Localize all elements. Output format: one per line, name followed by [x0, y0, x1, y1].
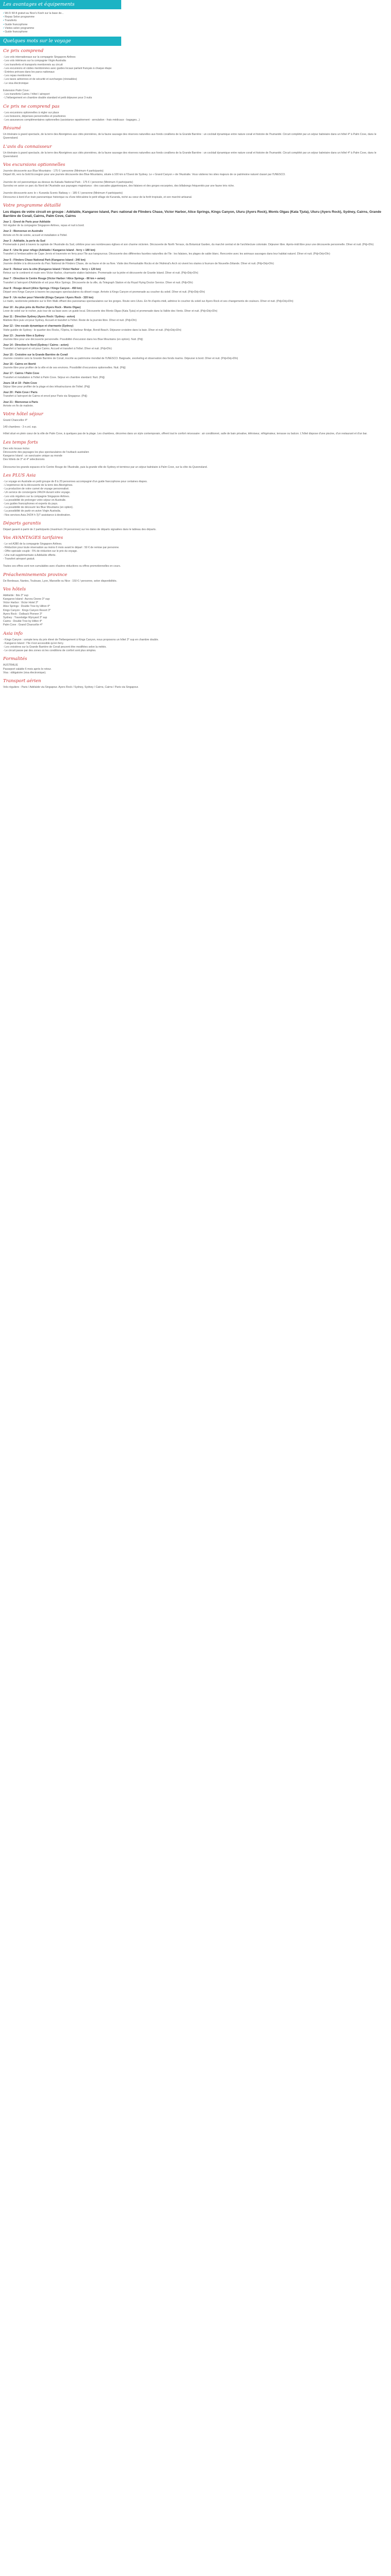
- plus-title: Les PLUS Asia: [3, 472, 36, 478]
- equipment-item: • Wi-Fi Wi-fi gratuit au Nice's Koeh sur la base de...: [3, 12, 388, 15]
- program-days: [0, 221, 391, 408]
- formalities-text: AUSTRALIE Passeport valable 6 mois après le retour. Visa : obligatoire (visa électronique).: [3, 664, 52, 674]
- formalities-title: Formalités: [3, 656, 27, 662]
- day-description: Visite guidée de Sydney : le quartier des Rocks, l'Opéra, le Harbour Bridge, Bondi Beach. Déjeuner-croisière dans la baie. Dîner et nuit. (Pdj+Déj+Dîn): [3, 328, 182, 332]
- section-text: - Les vols internationaux sur la compagnie Singapore Airlines - Les vols intérieurs sur la compagnie Virgin Australia - Les transferts et transports mentionnés au circuit - Les excursions et visites mentionnées avec guides locaux parlant français à chaque étape - Entrées prévues dans les parcs nationaux - Les repas mentionnés - Les taxes aériennes et de sécurité et surcharges (révisables) - Le visa électronique Extension Palm Cove : - Les transferts Cairns / hôtel / aéroport - L'hébergement en chambre double standard et petit déjeuner pour 3 nuits: [3, 56, 112, 100]
- day-description: Séjour libre pour profiter de la plage et des infrastructures de l'hôtel. (Pdj): [3, 385, 90, 388]
- page: [0, 0, 391, 692]
- times-text: Des vols locaux inclus Découverte des paysages les plus spectaculaires de l'outback australien Kangaroo Island : un sanctuaire unique au monde Des hôtels de 3* et 4* sélectionnés Découvrez les grands espaces et le Centre Rouge de l'Australie, puis la grande ville de Sydney et terminez par un séjour balnéaire à Palm Cove, sur la côte du Queensland.: [3, 447, 208, 469]
- advantages-text: - Le vol A380 de la compagnie Singapore Airlines. - Réduction pour toute réservation au moins 6 mois avant le départ : 50 € de remise par personne. - Offre spéciale couple : 5% de réduction sur le prix du voyage. - Une nuit supplémentaire à Adélaïde offerte. - Transfert aéroport gratuit. Toutes ces offres sont non cumulables avec d'autres réductions ou offres promotionnelles en cours.: [3, 543, 121, 568]
- section-heading: Ce prix comprend: [3, 48, 44, 54]
- departs-title: Départs garantis: [3, 520, 41, 526]
- flights-text: Adélaïde : Ibis 3* sup Kangaroo Island : Aurora Ozone 3* sup Victor Harbor : Victor Hotel 3* Alice Springs : Double Tree by Hilton 4* Kings Canyon : Kings Canyon Resort 3* Ayers Rock : Outback Pioneer 3* Sydney : Travelodge Wynyard 3* sup Cairns : Double Tree by Hilton 4* Palm Cove : Grand Chancellor 4*: [3, 594, 51, 627]
- day-title: Jour 5 : Flinders Chase National Park (Kangaroo Island - 240 km): [3, 258, 86, 262]
- program-day: [0, 221, 391, 228]
- day-title: Jour 2 : Bienvenue en Australie: [3, 230, 43, 233]
- program-day: [0, 259, 391, 266]
- equipment-item: • Transferts: [3, 19, 388, 23]
- times-title: Les temps forts: [3, 439, 38, 445]
- program-day: [0, 363, 391, 370]
- program-day: [0, 344, 391, 351]
- day-description: Transfert à l'aéroport et vol pour Cairns. Accueil et transfert à l'hôtel. Dîner et nuit. (Pdj+Dîn): [3, 347, 112, 351]
- day-description: Départ vers Kings Canyon à travers les paysages spectaculaires du désert rouge. Arrivée à Kings Canyon et promenade au coucher du soleil. Dîner et nuit. (Pdj+Déj+Dîn): [3, 290, 205, 294]
- program-day: [0, 277, 391, 284]
- day-title: Jour 20 : Palm Cove / Paris: [3, 391, 38, 395]
- day-description: Promenade à pied à travers la capitale de l'Australie du Sud, célèbre pour ses nombreuses églises et son charme victorien. Découverte de North Terrace, du Botanical Garden, du marché central et de l'architecture coloniale. Déjeuner libre. Après-midi libre pour une découverte personnelle. Dîner et nuit. (Pdj+Dîn): [3, 243, 374, 246]
- day-title: Jour 11 : Direction Sydney (Ayers Rock / Sydney - avion): [3, 315, 75, 318]
- program-day: [0, 401, 391, 408]
- section-text: Un itinéraire à grand spectacle, de la terre des Aborigènes aux cités pionnières, de la faune sauvage des réserves naturelles aux fonds coralliens de la Grande Barrière : un cocktail dynamique entre nature corail et histoire de l'humanité. Circuit complété par un séjour balnéaire dans un hôtel 4* à Palm Cove, dans le Queensland.: [3, 133, 377, 140]
- day-description: Journée libre pour une découverte personnelle. Possibilité d'excursion dans les Blue Mountains (en option). Nuit. (Pdj): [3, 337, 143, 341]
- transport-text: Vols réguliers : Paris / Adélaïde via Singapour. Ayers Rock / Sydney, Sydney / Cairns, Cairns / Paris via Singapour.: [3, 685, 139, 689]
- program-day: [0, 372, 391, 379]
- transport-title: Transport aérien: [3, 678, 41, 684]
- program-day: [0, 315, 391, 323]
- program-day: [0, 249, 391, 256]
- program-day: [0, 325, 391, 332]
- program-day: [0, 334, 391, 342]
- plus-text: - Le voyage en Australie en petit groupe de 8 à 20 personnes accompagné d'un guide francophone pour certaines étapes. - L'expérience de la découverte de la terre des Aborigènes. - La production de votre carnet de voyage personnalisé. - Un service de conciergerie 24h/24 durant votre voyage. - Les vols réguliers sur la compagnie Singapore Airlines. - La possibilité de prolonger votre séjour en Australie. - Les guides francophones et experts du pays. - La possibilité de découvrir les Blue Mountains (en option). - La possibilité de partir en avion Virgin Australia. - Nos services Asia 24/24 h 7j/7 assistance à destination.: [3, 480, 148, 517]
- section-heading: Votre programme détaillé: [3, 202, 61, 208]
- day-title: Jour 7 : Direction le Centre Rouge (Victor Harbor / Alice Springs - 80 km + avion): [3, 277, 105, 281]
- day-title: Jour 9 : Un rocher pour l'éternité (Kings Canyon / Ayers Rock - 320 km): [3, 296, 93, 300]
- day-title: Jour 8 : Rouge désert (Alice Springs / Kings Canyon - 450 km): [3, 286, 82, 290]
- day-title: Jours 18 et 19 : Palm Cove: [3, 381, 37, 385]
- hotel-name: Grand Chancellor 4*: [3, 419, 28, 422]
- departs-text: Départ garanti à partir de 2 participants (maximum 24 personnes) sur les dates de départs signalées dans le tableau des départs.: [3, 528, 157, 531]
- day-title: Jour 16 : Cairns en liberté: [3, 362, 36, 366]
- hotel-title: Votre hôtel séjour: [3, 412, 43, 417]
- program-day: [0, 306, 391, 313]
- day-title: Jour 6 : Retour vers la côte (Kangaroo Island / Victor Harbor - ferry + 120 km): [3, 267, 101, 271]
- advantages-title: Vos AVANTAGES tarifaires: [3, 535, 63, 541]
- section-heading: Ce prix ne comprend pas: [3, 104, 60, 109]
- day-description: Transfert à l'embarcadère de Cape Jervis et traversée en ferry pour l'île aux kangourous. Découverte des différentes facettes naturelles de l'île : les falaises, les plages de sable blanc. Rencontre avec les animaux sauvages dans leur habitat naturel. Dîner et nuit. (Pdj+Déj+Dîn): [3, 252, 330, 256]
- day-title: Jour 21 : Bienvenue à Paris: [3, 400, 38, 404]
- faq-sections: [0, 48, 391, 208]
- day-title: Jour 3 : Adélaïde, la perle du Sud: [3, 239, 45, 243]
- day-title: Jour 17 : Cairns / Palm Cove: [3, 372, 40, 376]
- program-day: [0, 268, 391, 275]
- day-title: Jour 12 : Une escale dynamique et charmante (Sydney): [3, 325, 74, 328]
- day-description: Transfert et installation à l'hôtel à Palm Cove. Séjour en chambre standard. Nuit. (Pdj): [3, 376, 105, 379]
- section-text: Journée découverte aux Blue Mountains - 175 € / personne (Minimum 4 participants) Départ tôt, vers la Gold Ecoregion pour une journée découverte des Blue Mountains, située à 100 km à l'Ouest de Sydney. Le « Grand Canyon » de l'Australie. Vous visiterez les sites majeurs de ce patrimoine naturel classé par l'UNESCO. Journée de vol panoramique au-dessus du Kakadu National Park - 175 € / personne (Minimum 4 participants) Survolez en avion ce parc du Nord de l'Australie aux paysages majestueux : des cascades gigantesques, des falaises et des gorges escarpées, des billabongs fréquentés par une faune très riche. Journée découverte avec le « Kuranda Scenic Railway » - 185 € / personne (Minimum 4 participants) Découvrez à bord d'un train panoramique historique ou d'une télécabine le petit village de Kuranda, niché au cœur de la forêt tropicale, et son marché artisanal.: [3, 170, 286, 199]
- day-title: Jour 15 : Croisière sur la Grande Barrière de Corail: [3, 353, 68, 357]
- day-description: Matinée libre puis vol pour Sydney. Accueil et transfert à l'hôtel. Reste de la journée libre. Dîner et nuit. (Pdj+Dîn): [3, 319, 137, 323]
- hotel-desc: Hôtel situé en plein cœur de la ville de Palm Cove, à quelques pas de la plage. Les chambres, décorées dans un style contemporain, offrent tout le confort nécessaire : air conditionné, salle de bain privative, téléviseur, réfrigérateur, terrasse ou balcon. L'hôtel dispose d'une piscine, d'un restaurant et d'un bar.: [3, 432, 368, 436]
- day-description: Journée dédiée à la découverte du Parc National de Flinders Chase, de sa faune et de sa flore. Visite des Remarkable Rocks et de l'Admiral's Arch où vivent les otaries à fourrure de Nouvelle-Zélande. Dîner et nuit. (Pdj+Déj+Dîn): [3, 262, 274, 265]
- flights-title: Vos hôtels: [3, 586, 26, 592]
- day-description: Journée croisière vers la Grande Barrière de Corail, inscrite au patrimoine mondial de l'UNESCO. Baignade, snorkeling et observation des fonds marins. Déjeuner à bord. Dîner et nuit. (Pdj+Déj+Dîn): [3, 357, 238, 360]
- day-title: Jour 4 : Une île pour refuge (Adélaïde / Kangaroo Island - ferry + 180 km): [3, 249, 95, 252]
- asia-title: Asia info: [3, 631, 23, 636]
- day-title: Jour 1 : Envol de Paris pour Adélaïde: [3, 220, 51, 224]
- program-day: [0, 240, 391, 247]
- day-description: Transfert à l'aéroport d'Adélaïde et vol pour Alice Springs. Découverte de la ville, du Telegraph Station et du Royal Flying Doctor Service. Dîner et nuit. (Pdj+Dîn): [3, 281, 193, 284]
- day-title: Jour 13 : Journée libre à Sydney: [3, 334, 44, 337]
- program-day: [0, 391, 391, 398]
- program-day: [0, 230, 391, 237]
- program-day: [0, 287, 391, 294]
- day-description: Arrivée en fin de matinée.: [3, 404, 34, 408]
- hotel-nights: 149 chambres - 3 n.vol. sup.: [3, 426, 37, 429]
- extra-sections: [0, 440, 391, 690]
- program-day: [0, 296, 391, 303]
- program-day: [0, 353, 391, 361]
- day-description: Le matin, randonnée pédestre sur le Rim Walk offrant des panoramas spectaculaires sur les gorges. Route vers Uluru. En fin d'après-midi, admirez le coucher du soleil sur Ayers Rock et ses changements de couleurs. Dîner et nuit. (Pdj+Déj+Dîn): [3, 300, 294, 303]
- day-description: Transfert à l'aéroport de Cairns et envol pour Paris via Singapour. (Pdj): [3, 395, 87, 398]
- day-description: Lever de soleil sur le rocher, puis tour de sa base avec un guide local. Découverte des Monts Olgas (Kata Tjuta) et promenade dans la Vallée des Vents. Dîner et nuit. (Pdj+Déj+Dîn): [3, 309, 218, 313]
- pre-title: Préacheminements province: [3, 572, 68, 578]
- asia-text: - Kings Canyon : compte tenu du prix élevé de l'hébergement à Kings Canyon, nous proposons un hôtel 3* sup en chambre double. - Kangaroo Island : l'île n'est accessible qu'en ferry. - Les croisières sur la Grande Barrière de Corail peuvent être modifiées selon la météo. - Le circuit passe par des zones où les conditions de confort sont plus simples.: [3, 638, 159, 653]
- equipment-list: [0, 12, 391, 34]
- day-description: Arrivée en fin de soirée, accueil et installation à l'hôtel.: [3, 233, 68, 237]
- day-title: Jour 10 : Au plus près du Rocher (Ayers Rock - Monts Olgas): [3, 306, 81, 309]
- section-heading: L'avis du connaisseur: [3, 144, 52, 149]
- section-text: - Les excursions optionnelles à régler sur place - Les boissons, dépenses personnelles et pourboires - Les assurances complémentaires optionnelles (assistance rapatriement - annulation - frais médicaux - bagages...): [3, 111, 140, 122]
- equipment-item: • Guide francophone: [3, 23, 388, 27]
- section-text: Un itinéraire à grand spectacle, de la terre des Aborigènes aux cités pionnières, de la faune sauvage des réserves naturelles aux fonds coralliens de la Grande Barrière : un cocktail dynamique entre nature corail et histoire de l'humanité. Circuit complété par un séjour balnéaire dans un hôtel 4* à Palm Cove, dans le Queensland.: [3, 151, 377, 158]
- day-description: Vol régulier de la compagnie Singapore Airlines, repas et nuit à bord.: [3, 224, 85, 228]
- equipment-item: • Visites selon programme: [3, 27, 388, 30]
- program-heading: Les étapes de votre circuit en groupe : Adélaïde, Kangaroo Island, Parc national de Flinders Chase, Victor Harbor, Alice Springs, Kings Canyon, Uluru (Ayers Rock), Monts Olgas (Kata Tjuta), Uluru (Ayers Rock), Sydney, Cairns, Grande Barrière de Corail, Cairns, Palm Cove, Cairns: [3, 210, 382, 218]
- equipment-banner: Les avantages et équipements: [0, 0, 121, 9]
- faq-banner: Quelques mots sur le voyage: [0, 37, 121, 46]
- section-heading: Résumé: [3, 126, 21, 131]
- day-description: Journée libre pour profiter de la ville et de ses environs. Possibilité d'excursions optionnelles. Nuit. (Pdj): [3, 366, 126, 370]
- section-heading: Vos excursions optionnelles: [3, 162, 66, 168]
- equipment-item: • Guide francophone: [3, 30, 388, 34]
- equipment-item: • Repas Selon programme: [3, 15, 388, 19]
- day-title: Jour 14 : Direction le Nord (Sydney / Cairns - avion): [3, 344, 69, 347]
- pre-text: De Bordeaux, Nantes, Toulouse, Lyon, Marseille ou Nice : 150 € / personne, selon disponibilités.: [3, 579, 117, 583]
- day-description: Retour sur le continent et route vers Victor Harbor, charmante station balnéaire. Promenade sur la jetée et découverte de Granite Island. Dîner et nuit. (Pdj+Déj+Dîn): [3, 272, 199, 275]
- program-day: [0, 382, 391, 389]
